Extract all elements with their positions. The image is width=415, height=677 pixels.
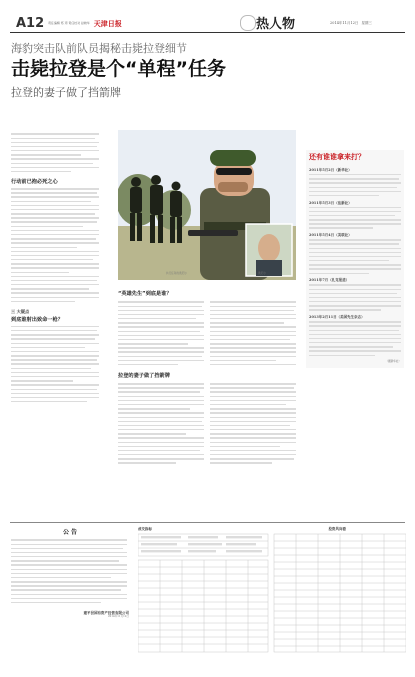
headline-kicker: 海豹突击队前队员揭秘击毙拉登细节 [11, 42, 187, 55]
headline-title: 击毙拉登是个“单程”任务 [11, 58, 226, 80]
stock-data-grid [138, 532, 406, 654]
notice-text [11, 538, 129, 605]
photo-caption-1: 执行任务的奥尼尔 [166, 272, 187, 275]
sidebar-entry-heading-4: 2011年7月（扎克报道） [309, 278, 350, 283]
notice-signature: 建平县国有资产经营有限公司 [83, 610, 129, 615]
left-column [11, 132, 101, 404]
notice-title: 公 告 [62, 529, 78, 536]
table-header-right: 投资风向看 [328, 527, 346, 531]
column-title: 热人物 [256, 17, 296, 32]
left-text-2 [11, 325, 101, 404]
column-banner [240, 13, 295, 32]
middle-section-title-1: “英雄先生”到底是谁？ [118, 291, 172, 297]
masthead-date [330, 21, 372, 26]
masthead-rule [10, 32, 405, 33]
newspaper-logo: 天津日报 [93, 19, 122, 28]
sidebar-entry-heading-1: 2011年5月2日（新华社） [309, 168, 352, 172]
left-section-title-1: 行动前已抱必死之心 [11, 178, 58, 185]
middle-column [118, 290, 296, 465]
date: 2014年11月12日 [330, 21, 359, 25]
headline-subtitle: 拉登的妻子做了挡箭牌 [11, 86, 121, 99]
sidebar-entry-heading-2: 2011年5月3日（法新社） [309, 200, 352, 205]
middle-text-1 [118, 300, 296, 367]
middle-section-title-2: 拉登的妻子做了挡箭牌 [118, 372, 170, 379]
sidebar [306, 150, 404, 368]
main-photo [118, 130, 296, 280]
notice-block [11, 527, 129, 619]
sidebar-entry-heading-5: 2013年2月11日（美国先生杂志） [309, 315, 365, 320]
soldier-photo-illustration [118, 130, 296, 280]
column-badge [240, 15, 256, 31]
data-tables [138, 527, 406, 658]
sidebar-title: 还有谁谁拿来打？ [309, 153, 365, 161]
sidebar-footnote: （据新华社） [385, 360, 401, 364]
lead-text [11, 132, 101, 174]
editor-credit: 责任编辑 郑 玥 责任校对 赵晓华 [48, 21, 90, 26]
headline-block [11, 40, 231, 100]
notice-date: 2014年11月12日 [108, 615, 129, 619]
sidebar-entry-heading-3: 2011年5月4日（美联社） [309, 233, 352, 238]
table-header-left: 成交指标 [138, 527, 152, 531]
left-chapter-label: 三 大疑点 [11, 308, 30, 314]
left-section-title-2: 到底谁射出致命一枪？ [11, 316, 63, 323]
page-code: A12 [16, 16, 45, 31]
photo-caption-2: 奥尼尔 [258, 272, 266, 275]
weekday: 星期三 [361, 21, 373, 25]
left-text-1 [11, 187, 101, 304]
section-divider [10, 522, 405, 523]
middle-text-2 [118, 382, 296, 465]
masthead [16, 16, 122, 31]
